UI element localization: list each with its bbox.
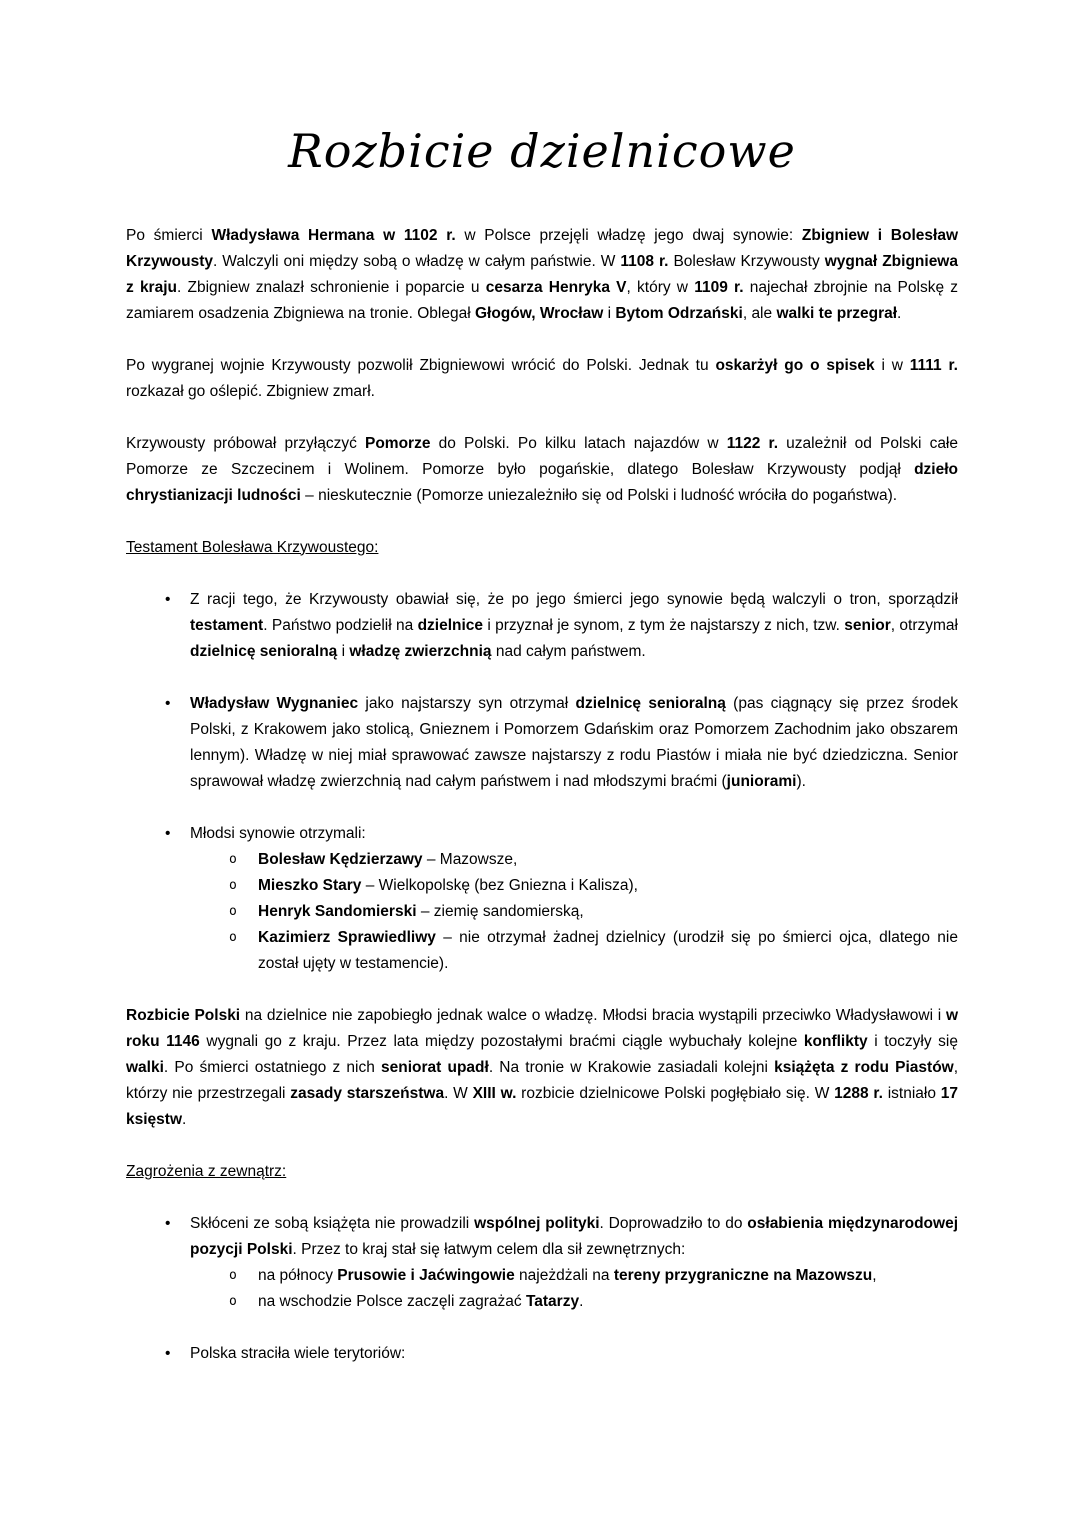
bullet-icon: •: [165, 1344, 171, 1362]
bullet-icon: •: [165, 590, 171, 608]
circle-bullet-icon: o: [229, 851, 237, 867]
section-heading-testament-text: Testament Bolesława Krzywoustego:: [126, 538, 379, 556]
circle-bullet-icon: o: [229, 877, 237, 893]
list-item-text: Młodsi synowie otrzymali:: [190, 824, 366, 842]
section-heading-zagrozenia-text: Zagrożenia z zewnątrz:: [126, 1162, 287, 1180]
sub-list-item-kazimierz-sprawiedliwy: [126, 925, 958, 977]
sub-list-item-text: Kazimierz Sprawiedliwy – nie otrzymał żadnej dzielnicy (urodził się po śmierci ojca, dlatego nie został ujęty w testamencie).: [258, 928, 958, 972]
list-item-text: Polska straciła wiele terytoriów:: [190, 1344, 406, 1362]
sub-list-item-text: na wschodzie Polsce zaczęli zagrażać Tatarzy.: [258, 1292, 584, 1310]
list-item-text: Z racji tego, że Krzywousty obawiał się, że po jego śmierci jego synowie będą walczyli o tron, sporządził testament. Państwo podzielił na dzielnice i przyznał je synom, z tym że najstarszy z nich, tzw. senior, otrzymał dzielnicę senioralną i władzę zwierzchnią nad całym państwem.: [190, 590, 958, 660]
sub-list-item-henryk-sandomierski: [126, 899, 958, 925]
sub-list-item-prusowie: [126, 1263, 958, 1289]
sub-list-item-text: Mieszko Stary – Wielkopolskę (bez Gniezna i Kalisza),: [258, 876, 638, 894]
circle-bullet-icon: o: [229, 1293, 237, 1309]
section-heading-testament: [126, 535, 958, 561]
circle-bullet-icon: o: [229, 903, 237, 919]
list-item-testament-powstanie: [126, 587, 958, 665]
sub-list-item-text: Bolesław Kędzierzawy – Mazowsze,: [258, 850, 518, 868]
list-item-text: Skłóceni ze sobą książęta nie prowadzili wspólnej polityki. Doprowadziło to do osłabienia międzynarodowej pozycji Polski. Przez to kraj stał się łatwym celem dla sił zewnętrznych:: [190, 1214, 959, 1258]
sub-list-item-text: na północy Prusowie i Jaćwingowie najeżdżali na tereny przygraniczne na Mazowszu,: [258, 1266, 877, 1284]
sub-list-item-text: Henryk Sandomierski – ziemię sandomierską,: [258, 902, 584, 920]
bullet-icon: •: [165, 1214, 171, 1232]
list-item-mlodsi-synowie: [126, 821, 958, 847]
list-item-utracone-terytoria: [126, 1341, 958, 1367]
section-heading-zagrozenia: [126, 1159, 958, 1185]
sub-list-item-boleslaw-kedzierzawy: [126, 847, 958, 873]
list-item-sklóceni-ksiazeta: [126, 1211, 958, 1263]
bullet-icon: •: [165, 824, 171, 842]
list-item-text: Władysław Wygnaniec jako najstarszy syn otrzymał dzielnicę senioralną (pas ciągnący się przez środek Polski, z Krakowem jako stolicą, Gnieznem i Pomorzem Gdańskim oraz Pomorzem Zachodnim jako obszarem lennym). Władzę w niej miał sprawować zawsze najstarszy z rodu Piastów i miała nie być dziedziczna. Senior sprawował władzę zwierzchnią nad całym państwem i nad młodszymi braćmi (juniorami).: [190, 694, 958, 790]
paragraph-wladyslaw-herman: Po śmierci Władysława Hermana w 1102 r. w Polsce przejęli władzę jego dwaj synowie: Zbigniew i Bolesław Krzywousty. Walczyli oni między sobą o władzę w całym państwie. W 1108 r. Bolesław Krzywousty wygnał Zbigniewa z kraju. Zbigniew znalazł schronienie i poparcie u cesarza Henryka V, który w 1109 r. najechał zbrojnie na Polskę z zamiarem osadzenia Zbigniewa na tronie. Oblegał Głogów, Wrocław i Bytom Odrzański, ale walki te przegrał.: [126, 226, 959, 322]
sub-list-synowie: [126, 847, 958, 977]
sub-list-zagrozenia: [126, 1263, 958, 1315]
circle-bullet-icon: o: [229, 929, 237, 945]
paragraph-pomorze: Krzywousty próbował przyłączyć Pomorze do Polski. Po kilku latach najazdów w 1122 r. uzależnił od Polski całe Pomorze ze Szczecinem i Wolinem. Pomorze było pogańskie, dlatego Bolesław Krzywousty podjął dzieło chrystianizacji ludności – nieskutecznie (Pomorze uniezależniło się od Polski i ludność wróciła do pogaństwa).: [126, 434, 959, 504]
paragraph-zbigniew-fate: Po wygranej wojnie Krzywousty pozwolił Zbigniewowi wrócić do Polski. Jednak tu oskarżył go o spisek i w 1111 r. rozkazał go oślepić. Zbigniew zmarł.: [126, 356, 958, 400]
sub-list-item-tatarzy: [126, 1289, 958, 1315]
sub-list-item-mieszko-stary: [126, 873, 958, 899]
document-title: Rozbicie dzielnicowe: [288, 124, 796, 178]
list-item-wladyslaw-wygnaniec: [126, 691, 958, 795]
bullet-icon: •: [165, 694, 171, 712]
circle-bullet-icon: o: [229, 1267, 237, 1283]
paragraph-rozbicie-polski: Rozbicie Polski na dzielnice nie zapobiegło jednak walce o władzę. Młodsi bracia wystąpili przeciwko Władysławowi i w roku 1146 wygnali go z kraju. Przez lata między pozostałymi braćmi ciągle wybuchały kolejne konflikty i toczyły się walki. Po śmierci ostatniego z nich seniorat upadł. Na tronie w Krakowie zasiadali kolejni książęta z rodu Piastów, którzy nie przestrzegali zasady starszeństwa. W XIII w. rozbicie dzielnicowe Polski pogłębiało się. W 1288 r. istniało 17 księstw.: [126, 1006, 959, 1128]
